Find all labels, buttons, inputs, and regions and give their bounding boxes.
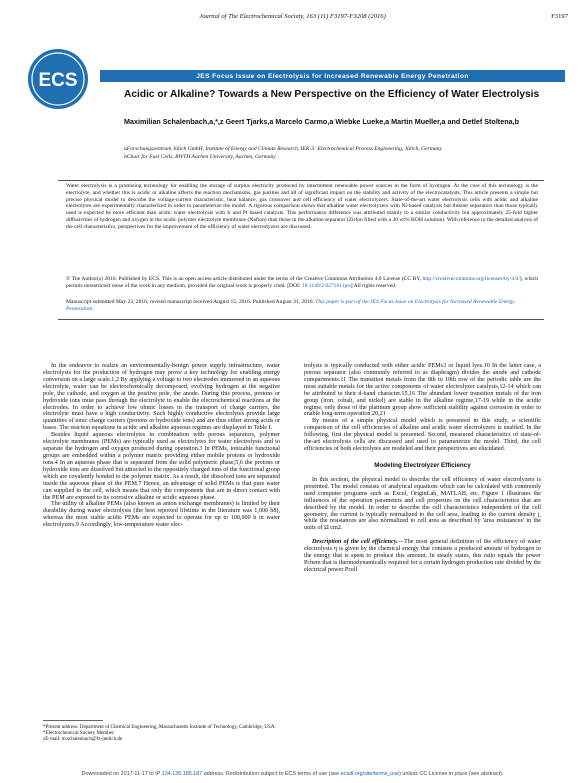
journal-citation: Journal of The Electrochemical Society, 163 (11) F3197-F3208 (2016) — [199, 13, 386, 20]
download-text-middle: address. Redistribution subject to ECS terms of use (see — [202, 771, 341, 777]
body-paragraph: In the endeavor to realize an environmentally-benign power supply infrastructure, water electrolysis for the production of hydrogen may prove a key technology for enabling energy conversion on a large scale.1,2 By applying a voltage to two electrodes immersed in an aqueous electrolyte, water can be electrochemically decomposed, evolving hydrogen at the negative pole, the cathode, and oxygen at the positive pole, the anode. During this process, protons or hydroxide ions must pass through the electrolyte to enable the electrochemical reactions at the electrodes. In order to achieve low ohmic losses in the transport of charge carriers, the electrolyte must have a high conductivity. Such highly conductive electrolytes provide large quantities of ionic charge carriers (protons or hydroxide ions) and are thus either strong acids or bases. The reaction equations in acidic and alkaline aqueous regimes are displayed in Table I. — [43, 363, 280, 432]
footnote-rule — [43, 720, 103, 721]
body-column-left — [43, 363, 280, 529]
body-paragraph: Besides liquid aqueous electrolytes in combination with porous separators, polymer electrolyte membranes (PEMs) are typically used as electrolytes for water electrolysis and to separate the hydrogen and oxygen produced during operation.3 In PEMs, ionizable functional groups are embedded within a polymer matrix providing either mobile protons or hydroxide ions.4 In an aqueous phase that is separated from the solid polymeric phase,5,6 the protons or hydroxide ions are dissolved but attracted to the oppositely charged ions of the functional group which are covalently bonded to the polymer matrix. As a result, the dissolved ions are separated inside the aqueous phase of the PEM.7 Hence, an advantage of solid PEMs is that pure water can supplied to the cell, which means that only the components that are in direct contact with the PEM are exposed to its corrosive alkaline or acidic aqueous phase. — [43, 432, 280, 501]
cc-license-link[interactable]: http://creativecommons.org/licenses/by/4.0/ — [422, 276, 520, 282]
logo-text: ECS — [38, 70, 78, 91]
page-number: F3197 — [551, 13, 568, 20]
license-text-after: ] All rights reserved. — [350, 282, 397, 289]
affiliation-a: aForschungszentrum Jülich GmbH, Institute of Energy and Climate Research, IEK-3: Electrochemical Process Engineering, Jülich, Germany — [124, 146, 442, 152]
doi-link[interactable]: 10.1149/2.0271611jes — [301, 282, 351, 289]
license-text-before: © The Author(s) 2016. Published by ECS. This is an open access article distributed under the terms of the Creative Commons Attribution 4.0 License (CC BY, — [66, 276, 423, 282]
dates-text: Manuscript submitted May 23, 2016; revised manuscript received August 15, 2016. Published August 31, 2016. — [66, 299, 314, 305]
footnotes — [43, 724, 280, 743]
footnote-email[interactable]: zE-mail: m.schalenbach@fz-juelich.de — [43, 736, 123, 743]
license-text-middle: ), which permits unrestricted reuse of the work in any medium, provided the original work is properly cited. [DOI: — [66, 276, 538, 289]
license-statement — [66, 276, 538, 290]
focus-issue-link[interactable]: This paper is part of the JES Focus Issue on Electrolysis for Increased Renewable Energy Penetration. — [66, 299, 515, 312]
article-title: Acidic or Alkaline? Towards a New Perspective on the Efficiency of Water Electrolysis — [124, 89, 540, 100]
subsection-text: —The most general definition of the efficiency of water electrolysis η is given by the chemical energy that contains a produced amount of hydrogen to the energy that is spent to produce this amount. In steady states, this ratio equals the power Pchem that is thermodynamically required for a certain hydrogen production rate divided by the electrical power Pcell — [304, 539, 541, 573]
download-text-after: ) unless CC License in place (see abstract). — [399, 771, 504, 777]
body-column-right — [304, 363, 541, 574]
footnote: *Present address: Department of Chemical Engineering, Massachusetts Institute of Technology, Cambridge, USA. — [43, 724, 276, 730]
body-paragraph: In this section, the physical model to describe the cell efficiency of water electrolyzers is presented. The model consists of analytical equations which can be calculated with commonly used computer programs such as Excel, OriginLab, MATLAB, etc. Figure 1 illustrates the influences of the operation parameters and cell properties on the cell characteristics that are described by the model. In order to describe the cell characteristics independent of the cell geometry, the current is typically normalized to the cell area, leading to the current density j, while the resistances are also normalized to cell area as described by 'area resistances' in the units of Ω cm2. — [304, 476, 541, 532]
body-paragraph: trolysis is typically conducted with either acidic PEMs3 or liquid lyes.10 In the latter case, a porous separator (also commonly referred to as diaphragm) divides the anode and cathode compartments.11 The transition metals from the 8th to 10th row of the periodic table are the most suitable metals for the active components of water electrolyzer catalysts,12-14 which can be attributed to their d-band character.15,16 The abundant lower transition metals of the iron group (iron, cobalt, and nickel) are stable in the alkaline regime,17-19 while in the acidic regime, only those of the platinum group show sufficient stability against corrosion in order to enable long-term operation.20,21 — [304, 363, 541, 418]
publication-dates — [66, 299, 538, 313]
terms-of-use-link[interactable]: ecsdl.org/site/terms_use — [340, 771, 400, 777]
download-text-before: Downloaded on 2017-11-17 to IP — [81, 771, 162, 777]
ip-address: 134.130.185.187 — [161, 771, 203, 777]
section-heading: Modeling Electrolyzer Efficiency — [374, 461, 471, 469]
body-paragraph: The utility of alkaline PEMs (also known as anion exchange membranes) is limited by their durability during water electrolysis (the best reported lifetime in the literature was 1,000 h8), whereas the most stable acidic PEMs are expected to operate for up to 100,000 h in water electrolyzers.9 Accordingly, low-temperature water elec- — [43, 501, 280, 529]
affiliations — [124, 145, 544, 161]
subsection-lead: Description of the cell efficiency. — [312, 539, 398, 546]
abstract-text: Water electrolysis is a promising technology for enabling the storage of surplus electricity produced by intermittent renewable power sources in the form of hydrogen. At the core of this technology is the electrolyte, and whether this is acidic or alkaline affects the reaction mechanisms, gas purities and all of significant impact on the stability and activity of the electrocatalysts. This article presents a simple but precise physical model to describe the voltage-current characteristic, heat balance, gas crossover and cell efficiency of water electrolyzers. State-of-the-art water electrolysis cells with acidic and alkaline electrolytes are experimentally characterized in order to parameterize the model. A rigorous comparison shows that alkaline water electrolyzers with Ni-based catalysts but thinner separators than those typically used is expected be more efficient than acidic water electrolysis with Ir and Pt based catalysts. This performance difference was attributed mainly to a similar conductivity but approximately 25-fold higher diffusivities of hydrogen and oxygen in the acidic polymer electrolyte membrane (Nafion) than those in the alkaline separator (Zirfon filled with a 30 wt% KOH solution). With reference to the detailed analysis of the cell characteristics, perspectives for the improvement of the efficiency of water electrolyzers are discussed. — [66, 183, 538, 230]
abstract-bottom-rule — [58, 319, 544, 320]
subsection-paragraph — [304, 539, 541, 574]
ecs-logo — [27, 48, 89, 110]
download-notice — [0, 771, 585, 777]
author-list: Maximilian Schalenbach,a,*,z Geert Tjarks,a Marcelo Carmo,a Wiebke Lueke,a Martin Mueller,a and Detlef Stoltena,b — [124, 117, 519, 126]
body-paragraph: By means of a simple physical model which is presented in this study, a scientific comparison of the cell efficiencies of alkaline and acidic water electrolyzers is enabled. In the following, first the physical model is presented. Second, measured characteristics of state-of-the-art electrolysis cells are discussed and used to parameterize the model. Third, the cell efficiencies of both electrolytes are modeled and their perspectives are elucidated. — [304, 418, 541, 453]
abstract — [66, 183, 538, 230]
abstract-top-rule — [58, 180, 544, 181]
affiliation-b: bChair for Fuel Cells, RWTH Aachen University, Aachen, Germany — [124, 154, 276, 160]
footnote: *Electrochemical Society Member. — [43, 730, 115, 737]
focus-issue-banner: JES Focus Issue on Electrolysis for Increased Renewable Energy Penetration — [100, 70, 565, 82]
